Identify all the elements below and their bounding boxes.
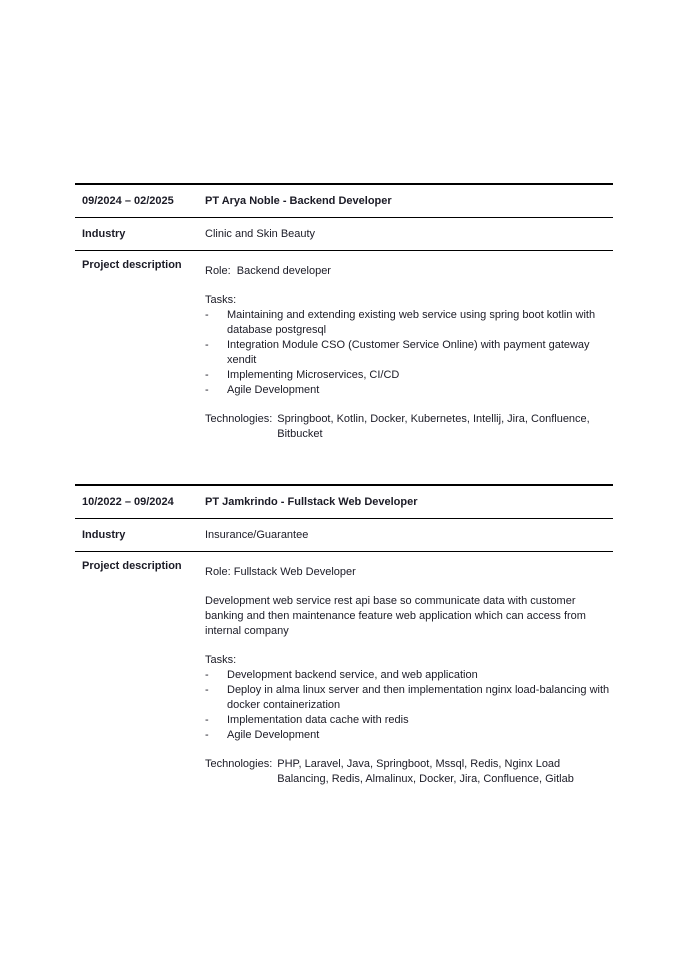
- task-text: Agile Development: [227, 729, 320, 741]
- bullet-dash: -: [205, 669, 209, 681]
- industry-value: Insurance/Guarantee: [205, 529, 309, 541]
- experience-list: [75, 183, 613, 803]
- tasks-label: Tasks:: [205, 294, 237, 306]
- industry-label: Industry: [82, 529, 126, 541]
- entry-header-row: [75, 486, 613, 519]
- task-item: [205, 683, 613, 713]
- project-description-body: [205, 251, 613, 458]
- bullet-dash: -: [205, 684, 209, 696]
- tasks-label: Tasks:: [205, 654, 237, 666]
- entry-title: PT Arya Noble - Backend Developer: [205, 195, 392, 207]
- industry-row: [75, 519, 613, 552]
- technologies-line: [205, 757, 613, 787]
- technologies-label: Technologies:: [205, 413, 273, 425]
- bullet-dash: -: [205, 714, 209, 726]
- entry-period: 09/2024 – 02/2025: [82, 195, 174, 207]
- industry-label: Industry: [82, 228, 126, 240]
- role-line: Role: Backend developer: [205, 265, 331, 277]
- task-item: [205, 338, 613, 368]
- project-description-row: [75, 251, 613, 458]
- task-text: Agile Development: [227, 384, 320, 396]
- experience-entry-2: [75, 484, 613, 803]
- technologies-label: Technologies:: [205, 758, 273, 770]
- project-description-body: [205, 552, 613, 803]
- task-item: [205, 713, 613, 728]
- task-item: [205, 728, 613, 743]
- technologies-value: Springboot, Kotlin, Docker, Kubernetes, Intellij, Jira, Confluence, Bitbucket: [277, 413, 590, 440]
- task-text: Deploy in alma linux server and then implementation nginx load-balancing with docker containerization: [227, 684, 610, 711]
- task-item: [205, 368, 613, 383]
- experience-entry-1: [75, 183, 613, 458]
- task-text: Development backend service, and web application: [227, 669, 478, 681]
- bullet-dash: -: [205, 339, 209, 351]
- bullet-dash: -: [205, 309, 209, 321]
- entry-title: PT Jamkrindo - Fullstack Web Developer: [205, 496, 418, 508]
- entry-header-row: [75, 185, 613, 218]
- bullet-dash: -: [205, 729, 209, 741]
- industry-row: [75, 218, 613, 251]
- project-description-label: Project description: [82, 259, 182, 271]
- bullet-dash: -: [205, 384, 209, 396]
- task-text: Implementing Microservices, CI/CD: [227, 369, 400, 381]
- technologies-line: [205, 412, 613, 442]
- project-description-label: Project description: [82, 560, 182, 572]
- technologies-value: PHP, Laravel, Java, Springboot, Mssql, Redis, Nginx Load Balancing, Redis, Almalinux, Docker, Jira, Confluence, Gitlab: [277, 758, 574, 785]
- task-item: [205, 383, 613, 398]
- role-line: Role: Fullstack Web Developer: [205, 566, 356, 578]
- task-item: [205, 308, 613, 338]
- task-text: Integration Module CSO (Customer Service Online) with payment gateway xendit: [227, 339, 590, 366]
- tasks-list: [205, 668, 613, 743]
- industry-value: Clinic and Skin Beauty: [205, 228, 316, 240]
- bullet-dash: -: [205, 369, 209, 381]
- project-description-row: [75, 552, 613, 803]
- task-text: Maintaining and extending existing web service using spring boot kotlin with database postgresql: [227, 309, 596, 336]
- task-text: Implementation data cache with redis: [227, 714, 409, 726]
- tasks-list: [205, 308, 613, 398]
- project-summary: Development web service rest api base so communicate data with customer banking and then maintenance feature web application which can access from internal company: [205, 595, 586, 637]
- task-item: [205, 668, 613, 683]
- entry-period: 10/2022 – 09/2024: [82, 496, 174, 508]
